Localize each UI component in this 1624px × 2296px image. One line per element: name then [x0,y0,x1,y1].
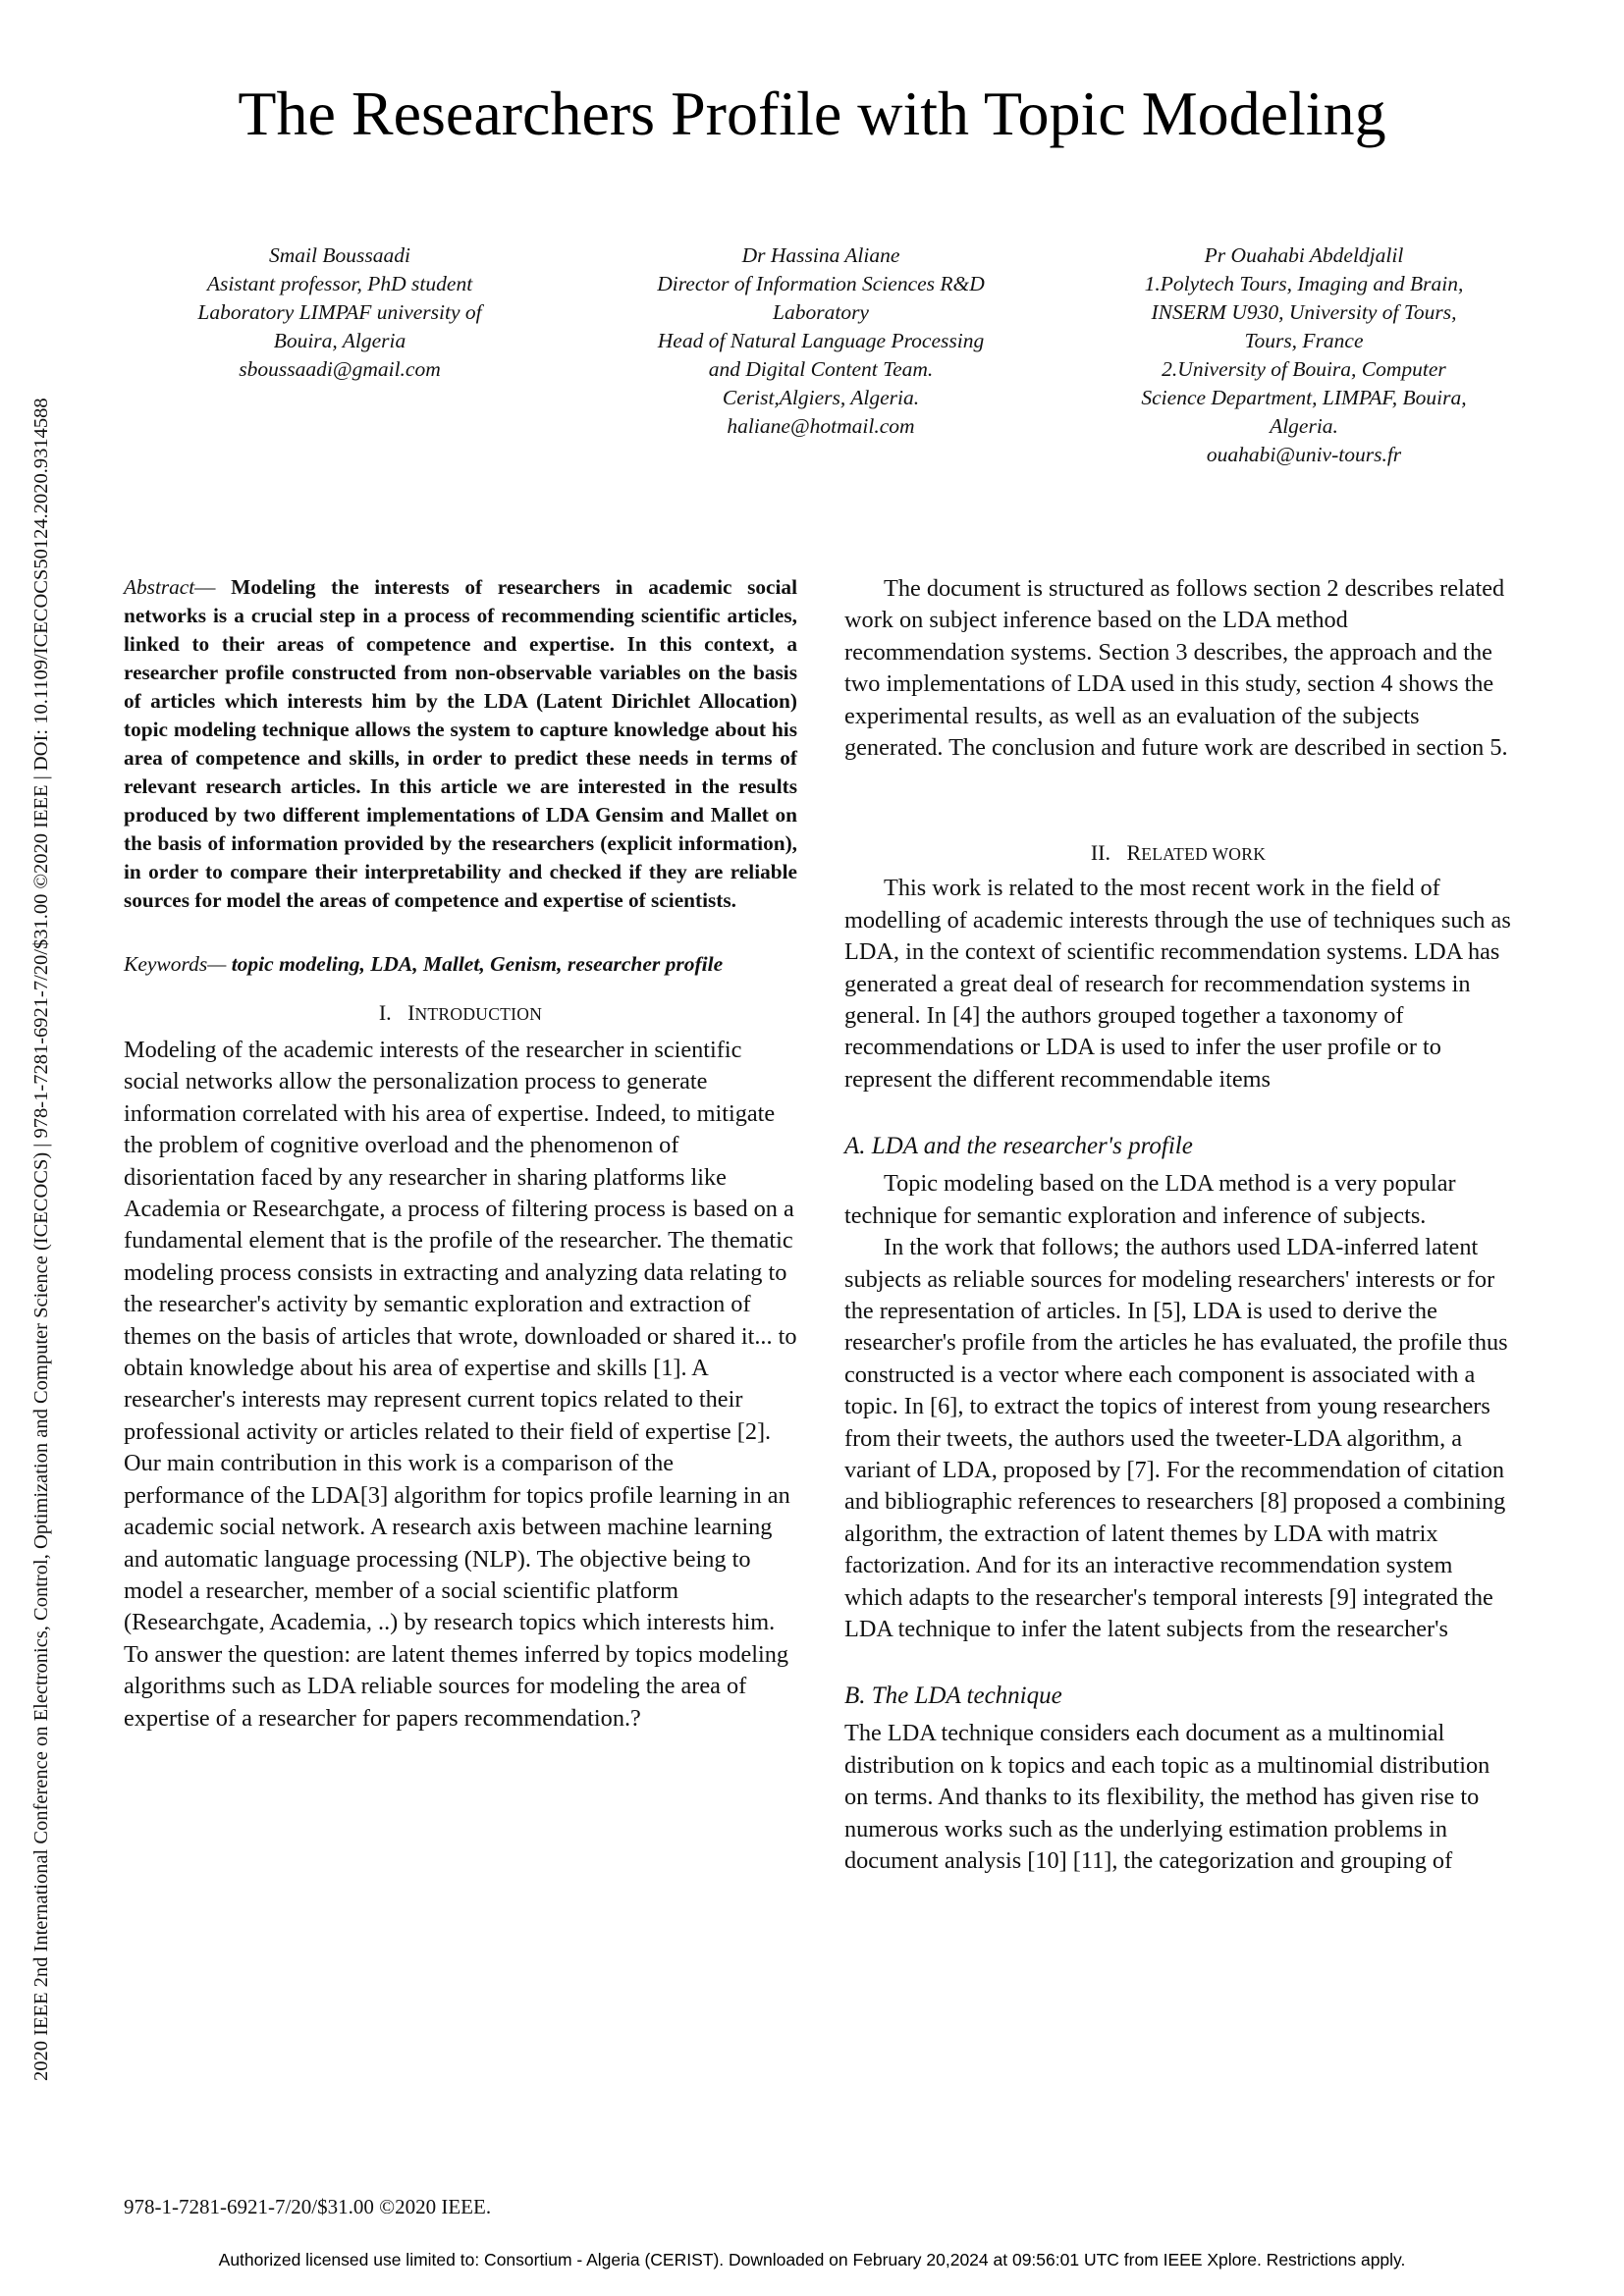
author-2-email: haliane@hotmail.com [727,414,915,438]
section-heading-introduction [124,998,797,1029]
author-3-line: Tours, France [1244,329,1364,352]
keywords-label: Keywords [124,952,208,976]
author-3-line: INSERM U930, University of Tours, [1151,300,1457,324]
author-2-line: Cerist,Algiers, Algeria. [722,386,920,409]
subsection-heading-b: B. The LDA technique [844,1682,1062,1710]
author-2-line: and Digital Content Team. [708,357,934,381]
section-title-rest: WORK [1212,844,1267,865]
abstract-label: Abstract [124,575,195,599]
related-work-text: This work is related to the most recent work in the field of modelling of academic interests through the use of techniques such as LDA, in the context of scientific recommendation systems. LDA has generated a great deal of research for recommendation systems in general. In [4] the authors grouped together a taxonomy of recommendations or LDA is used to infer the user profile or to represent the different recommendable items [844,875,1511,1093]
author-block-2 [595,241,1047,441]
author-1-name: Smail Boussaadi [269,243,410,267]
author-1-line: Laboratory LIMPAF university of [197,300,482,324]
introduction-text: Modeling of the academic interests of the researcher in scientific social networks allow the personalization process to generate information correlated with his area of expertise. Indeed, to mitigate the problem of cognitive overload and the phenomenon of disorientation faced by any researcher in sharing platforms like Academia or Researchgate, a process of filtering process is based on a fundamental element that is the profile of the researcher. The thematic modeling process consists in extracting and analyzing data relating to the researcher's activity by semantic exploration and extraction of themes on the basis of articles that wrote, downloaded or shared it... to obtain knowledge about his area of expertise and skills [1]. A researcher's interests may represent current topics related to their professional activity or articles related to their field of expertise [2]. Our main contribution in this work is a comparison of the performance of the LDA[3] algorithm for topics profile learning in an academic social network. A research axis between machine learning and automatic language processing (NLP). The objective being to model a researcher, member of a social scientific platform (Researchgate, Academia, ..) by research topics which interests him. To answer the question: are latent themes inferred by topics modeling algorithms such as LDA reliable sources for modeling the area of expertise of a researcher for papers recommendation.? [124,1037,797,1732]
author-1-line: Asistant professor, PhD student [206,272,473,295]
section-title-rest: ELATED [1141,844,1213,865]
section-title-initial: R [1126,840,1142,866]
subsection-a-paragraph-2: In the work that follows; the authors used LDA-inferred latent subjects as reliable sources for modeling researchers' interests or for the representation of articles. In [5], LDA is used to derive the researcher's profile from the articles he has evaluated, the profile thus constructed is a vector where each component is associated with a topic. In [6], to extract the topics of interest from young researchers from their tweets, the authors used the tweeter-LDA algorithm, a variant of LDA, proposed by [7]. For the recommendation of citation and bibliographic references to researchers [8] proposed a combining algorithm, the extraction of latent themes by LDA with matrix factorization. And for its an interactive recommendation system which adapts to the researcher's temporal interests [9] integrated the LDA technique to infer the latent subjects from the researcher's [844,1234,1508,1642]
author-1-email: sboussaadi@gmail.com [239,357,441,381]
keywords-dash: — [207,952,232,976]
author-block-3 [1088,241,1520,469]
author-3-line: 2.University of Bouira, Computer [1162,357,1446,381]
section-number: II. [1090,840,1111,866]
author-block-1 [124,241,556,384]
author-3-name: Pr Ouahabi Abdeldjalil [1204,243,1404,267]
author-1-line: Bouira, Algeria [273,329,406,352]
section-heading-related-work [844,838,1512,869]
author-2-line: Head of Natural Language Processing [657,329,985,352]
subsection-b-paragraph-1: The LDA technique considers each document as a multinomial distribution on k topics and each topic as a multinomial distribution on terms. And thanks to its flexibility, the method has given rise to numerous works such as the underlying estimation problems in document analysis [10] [11], the categorization and grouping of [844,1720,1490,1874]
author-3-line: 1.Polytech Tours, Imaging and Brain, [1144,272,1464,295]
author-2-line: Laboratory [773,300,869,324]
abstract [124,573,797,915]
author-3-line: Algeria. [1270,414,1338,438]
subsection-a-paragraph-1: Topic modeling based on the LDA method is a very popular technique for semantic exploration and inference of subjects. [844,1170,1456,1229]
author-3-line: Science Department, LIMPAF, Bouira, [1141,386,1467,409]
right-column [844,573,1512,1877]
abstract-text: Modeling the interests of researchers in academic social networks is a crucial step in a process of recommending scientific articles, linked to their areas of competence and expertise. In this context, a researcher profile constructed from non-observable variables on the basis of articles which interests him by the LDA (Latent Dirichlet Allocation) topic modeling technique allows the system to capture knowledge about his area of competence and skills, in order to predict these needs in terms of relevant research articles. In this article we are interested in the results produced by two different implementations of LDA Gensim and Mallet on the basis of information provided by the researchers (explicit information), in order to compare their interpretability and checked if they are reliable sources for model the areas of competence and expertise of scientists. [124,575,797,912]
section-title-initial: I [407,1000,415,1025]
footer-copyright: 978-1-7281-6921-7/20/$31.00 ©2020 IEEE. [124,2195,492,2218]
subsection-heading-a: A. LDA and the researcher's profile [844,1133,1193,1160]
footer-license-notice: Authorized licensed use limited to: Consortium - Algeria (CERIST). Downloaded on February 20,2024 at 09:56:01 UTC from IEEE Xplore. Restrictions apply. [218,2250,1406,2269]
abstract-dash: — [194,575,216,599]
author-2-name: Dr Hassina Aliane [741,243,900,267]
keywords [124,950,797,979]
section-title-rest: NTRODUCTION [414,1004,543,1024]
section-number: I. [378,1000,392,1025]
author-3-email: ouahabi@univ-tours.fr [1206,443,1402,466]
author-2-line: Director of Information Sciences R&D [657,272,985,295]
keywords-text: topic modeling, LDA, Mallet, Genism, researcher profile [231,952,724,976]
left-column [124,573,797,1735]
paper-title: The Researchers Profile with Topic Modeling [238,79,1386,148]
structure-paragraph: The document is structured as follows section 2 describes related work on subject inference based on the LDA method recommendation systems. Section 3 describes, the approach and the two implementations of LDA used in this study, section 4 shows the experimental results, as well as an evaluation of the subjects generated. The conclusion and future work are described in section 5. [844,575,1508,762]
side-citation-text: 2020 IEEE 2nd International Conference on Electronics, Control, Optimization and Computer Science (ICECOCS) | 978-1-7281-6921-7/20/$31.00 ©2020 IEEE | DOI: 10.1109/ICECOCS50124.2020.9314588 [30,398,52,2081]
